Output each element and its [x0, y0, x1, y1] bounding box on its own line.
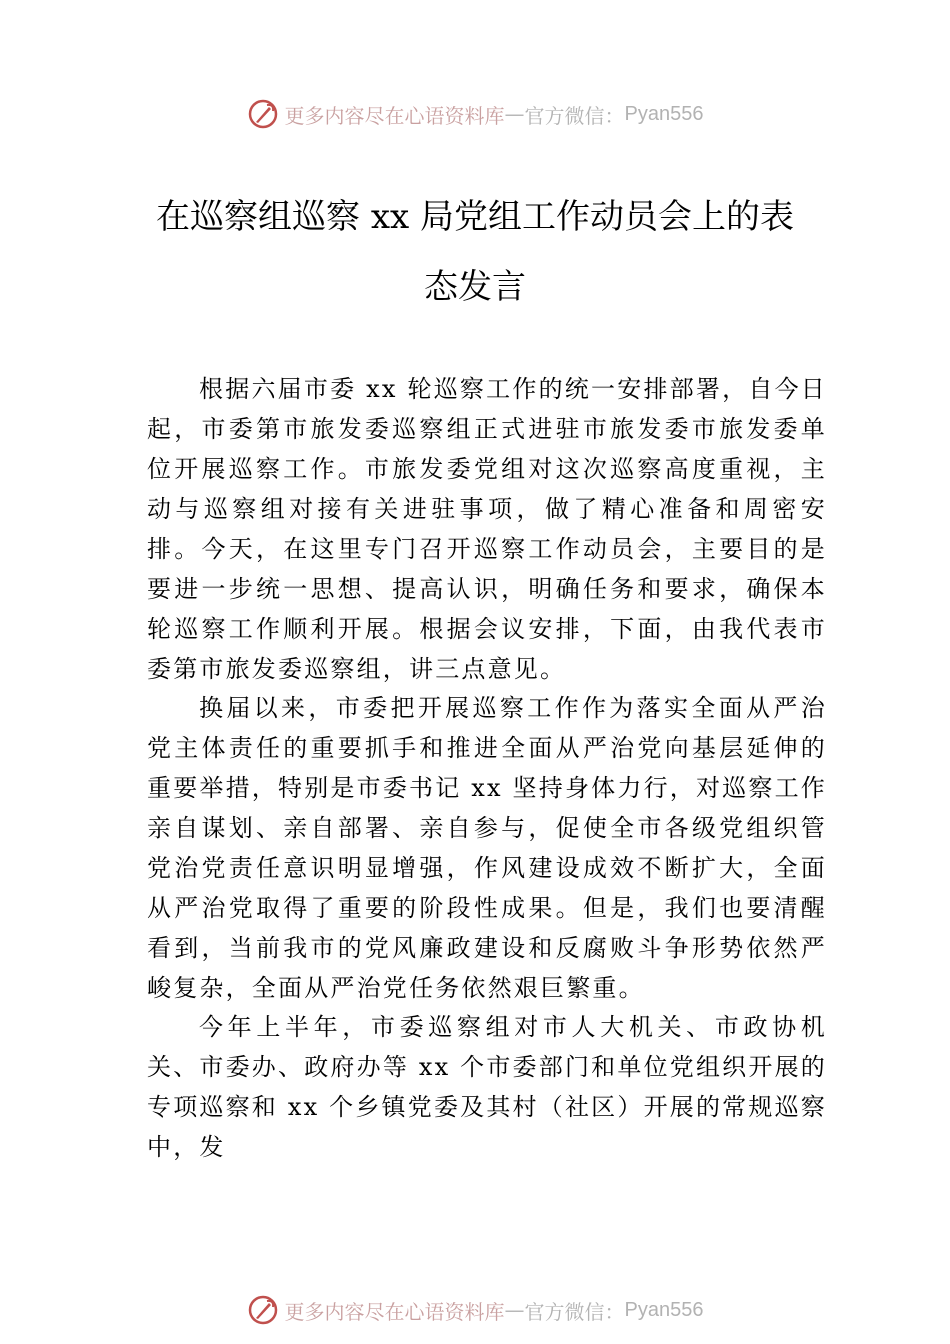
- watermark-separator: —: [504, 102, 525, 126]
- header-watermark: [0, 94, 950, 134]
- watermark-wechat-id: Pyan556: [624, 102, 704, 125]
- watermark-main-text: 更多内容尽在心语资料库: [284, 103, 505, 128]
- footer-watermark: [0, 1290, 950, 1330]
- body-paragraph: 根据六届市委 xx 轮巡察工作的统一安排部署，自今日起，市委第市旅发委巡察组正式进驻市旅发委市旅发委单位开展巡察工作。市旅发委党组对这次巡察高度重视，主动与巡察组对接有关进驻事项，做了精心准备和周密安排。今天，在这里专门召开巡察工作动员会，主要目的是要进一步统一思想、提高认识，明确任务和要求，确保本轮巡察工作顺利开展。根据会议安排，下面，由我代表市委第市旅发委巡察组，讲三点意见。: [147, 375, 827, 683]
- quill-circle-icon: [247, 98, 279, 130]
- watermark-wechat-id: Pyan556: [624, 1298, 704, 1321]
- watermark-separator: —: [504, 1298, 525, 1322]
- document-title-line-1: 在巡察组巡察 xx 局党组工作动员会上的表: [156, 197, 794, 237]
- body-paragraph: 今年上半年，市委巡察组对市人大机关、市政协机关、市委办、政府办等 xx 个市委部门和单位党组织开展的专项巡察和 xx 个乡镇党委及其村（社区）开展的常规巡察中，发: [147, 1013, 827, 1161]
- watermark-wechat-label: 官方微信：: [524, 103, 625, 128]
- paragraph-block-3: [147, 1007, 827, 1167]
- watermark-main-text: 更多内容尽在心语资料库: [284, 1299, 505, 1324]
- paragraph-block-2: [147, 688, 827, 1008]
- watermark-wechat-label: 官方微信：: [524, 1299, 625, 1324]
- body-paragraph: 换届以来，市委把开展巡察工作作为落实全面从严治党主体责任的重要抓手和推进全面从严治党向基层延伸的重要举措，特别是市委书记 xx 坚持身体力行，对巡察工作亲自谋划、亲自部署、亲自参与，促使全市各级党组织管党治党责任意识明显增强，作风建设成效不断扩大，全面从严治党取得了重要的阶段性成果。但是，我们也要清醒看到，当前我市的党风廉政建设和反腐败斗争形势依然严峻复杂，全面从严治党任务依然艰巨繁重。: [147, 694, 827, 1002]
- quill-circle-icon: [247, 1294, 279, 1326]
- paragraph-block-1: [147, 369, 827, 689]
- document-title-line-2: 态发言: [424, 267, 526, 307]
